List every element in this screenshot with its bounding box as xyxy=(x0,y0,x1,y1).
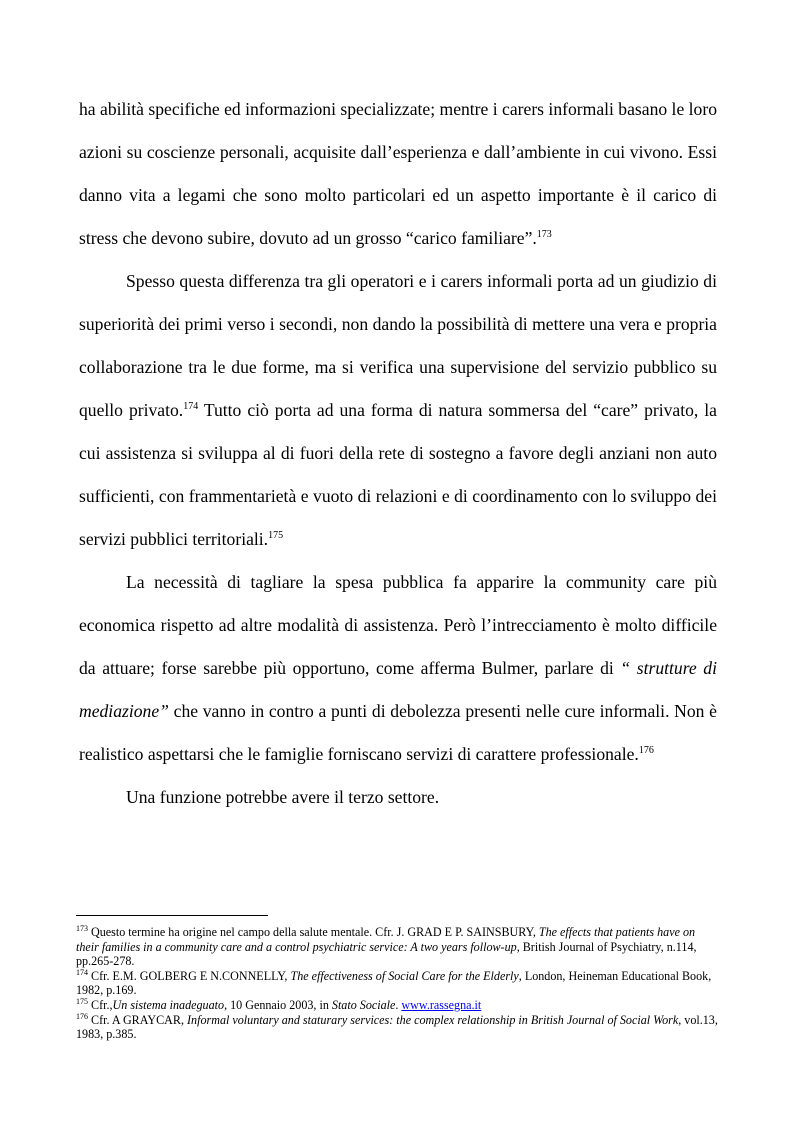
paragraph-4 xyxy=(79,776,717,819)
footnote-title: Un sistema inadeguato xyxy=(112,997,225,1012)
footnote-176 xyxy=(76,1013,718,1042)
footnote-text: Cfr. A GRAYCAR, xyxy=(88,1012,188,1027)
paragraph-1-text: ha abilità specifiche ed informazioni specializzate; mentre i carers informali basano le loro azioni su coscienze personali, acquisite dall’esperienza e dall’ambiente in cui vivono. Essi danno vita a legami che sono molto particolari ed un aspetto importante è il carico di stress che devono subire, dovuto ad un grosso “carico familiare”. xyxy=(79,99,717,248)
paragraph-3 xyxy=(79,561,717,776)
footnote-separator xyxy=(76,915,268,916)
footnote-title: The effectiveness of Social Care for the Elderly xyxy=(290,968,519,983)
footnote-title: The effects that patients have on their families in a community care and a control psychiatric service: A two years follow-up xyxy=(76,925,696,954)
body-text xyxy=(79,88,717,819)
footnote-source: Stato Sociale xyxy=(331,997,396,1012)
footnotes xyxy=(76,915,718,1042)
footnote-174 xyxy=(76,969,718,998)
footnote-175 xyxy=(76,998,718,1013)
footnote-ref-176: 176 xyxy=(638,745,654,757)
paragraph-1 xyxy=(79,88,717,260)
footnote-text: , British Journal of Psychiatry, n.114, pp.265-278. xyxy=(76,939,697,969)
footnote-ref-173: 173 xyxy=(536,229,552,241)
footnote-text: , vol.13, 1983, p.385. xyxy=(76,1012,718,1042)
footnote-text: , London, Heineman Educational Book, 1982, p.169. xyxy=(76,968,712,998)
footnote-text: Questo termine ha origine nel campo della salute mentale. Cfr. J. GRAD E P. SAINSBURY, xyxy=(88,925,539,939)
paragraph-2-text-a: Spesso questa differenza tra gli operatori e i carers informali porta ad un giudizio di superiorità dei primi verso i secondi, non dando la possibilità di mettere una vera e propria collaborazione tra le due forme, ma si verifica una supervisione del servizio pubblico su quello privato. xyxy=(79,271,717,420)
footnote-text: . xyxy=(395,997,402,1012)
rassegna-link[interactable]: www.rassegna.it xyxy=(401,997,482,1012)
footnote-text: Cfr., xyxy=(88,997,113,1012)
paragraph-3-text-a: La necessità di tagliare la spesa pubblica fa apparire la community care più economica rispetto ad altre modalità di assistenza. Però l’intrecciamento è molto difficile da attuare; forse sarebbe più opportuno, come afferma Bulmer, parlare di xyxy=(79,572,717,678)
footnote-number: 174 xyxy=(76,967,88,977)
paragraph-3-text-b: che vanno in contro a punti di debolezza presenti nelle cure informali. Non è realistico aspettarsi che le famiglie forniscano servizi di carattere professionale. xyxy=(79,701,717,764)
footnote-173 xyxy=(76,925,718,969)
footnote-number: 176 xyxy=(76,1011,88,1021)
paragraph-2 xyxy=(79,260,717,561)
footnote-number: 173 xyxy=(76,923,88,933)
footnote-ref-174: 174 xyxy=(183,401,199,413)
paragraph-4-text: Una funzione potrebbe avere il terzo settore. xyxy=(126,787,440,807)
paragraph-2-text-b: Tutto ciò porta ad una forma di natura sommersa del “care” privato, la cui assistenza si sviluppa al di fuori della rete di sostegno a favore degli anziani non auto sufficienti, con frammentarietà e vuoto di relazioni e di coordinamento con lo sviluppo dei servizi pubblici territoriali. xyxy=(79,400,717,549)
footnote-text: , 10 Gennaio 2003, in xyxy=(224,997,332,1012)
paragraph-3-italic: “ strutture di mediazione” xyxy=(79,658,717,721)
footnote-number: 175 xyxy=(76,996,88,1006)
footnote-title: Informal voluntary and staturary services: the complex relationship in British Journal of Social Work xyxy=(187,1012,679,1027)
footnote-text: Cfr. E.M. GOLBERG E N.CONNELLY, xyxy=(88,968,291,983)
footnote-ref-175: 175 xyxy=(268,530,284,542)
